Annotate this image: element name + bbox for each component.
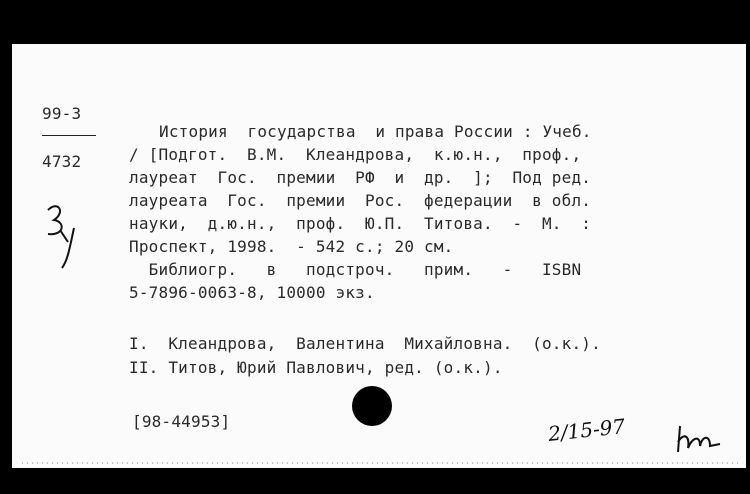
perforation-line: [22, 462, 742, 464]
added-entry: I. Клеандрова, Валентина Михайловна. (о.к.).: [129, 334, 601, 353]
punch-hole: [352, 386, 392, 426]
handwritten-note: 2/15-97: [546, 414, 627, 446]
added-entry: II. Титов, Юрий Павлович, ред. (о.к.).: [129, 358, 503, 377]
control-number: [98-44953]: [132, 412, 231, 431]
description-line: История государства и права России : Учеб.: [159, 122, 592, 141]
call-number-divider: [42, 135, 96, 136]
description-line: Библиогр. в подстроч. прим. - ISBN: [129, 260, 582, 279]
call-number: 99-3: [42, 104, 82, 123]
author-mark: 4732: [42, 152, 82, 171]
description-line: / [Подгот. В.М. Клеандрова, к.ю.н., проф.,: [129, 145, 582, 164]
description-line: науки, д.ю.н., проф. Ю.П. Титова. - М. :: [129, 214, 592, 233]
handwritten-mark: [40, 202, 80, 272]
description-line: Проспект, 1998. - 542 с.; 20 см.: [129, 237, 454, 256]
description-line: 5-7896-0063-8, 10000 экз.: [129, 283, 375, 302]
handwritten-signature: [676, 422, 726, 456]
catalog-card: [12, 44, 746, 468]
description-line: лауреат Гос. премии РФ и др. ]; Под ред.: [129, 168, 592, 187]
description-line: лауреата Гос. премии Рос. федерации в обл.: [129, 191, 592, 210]
